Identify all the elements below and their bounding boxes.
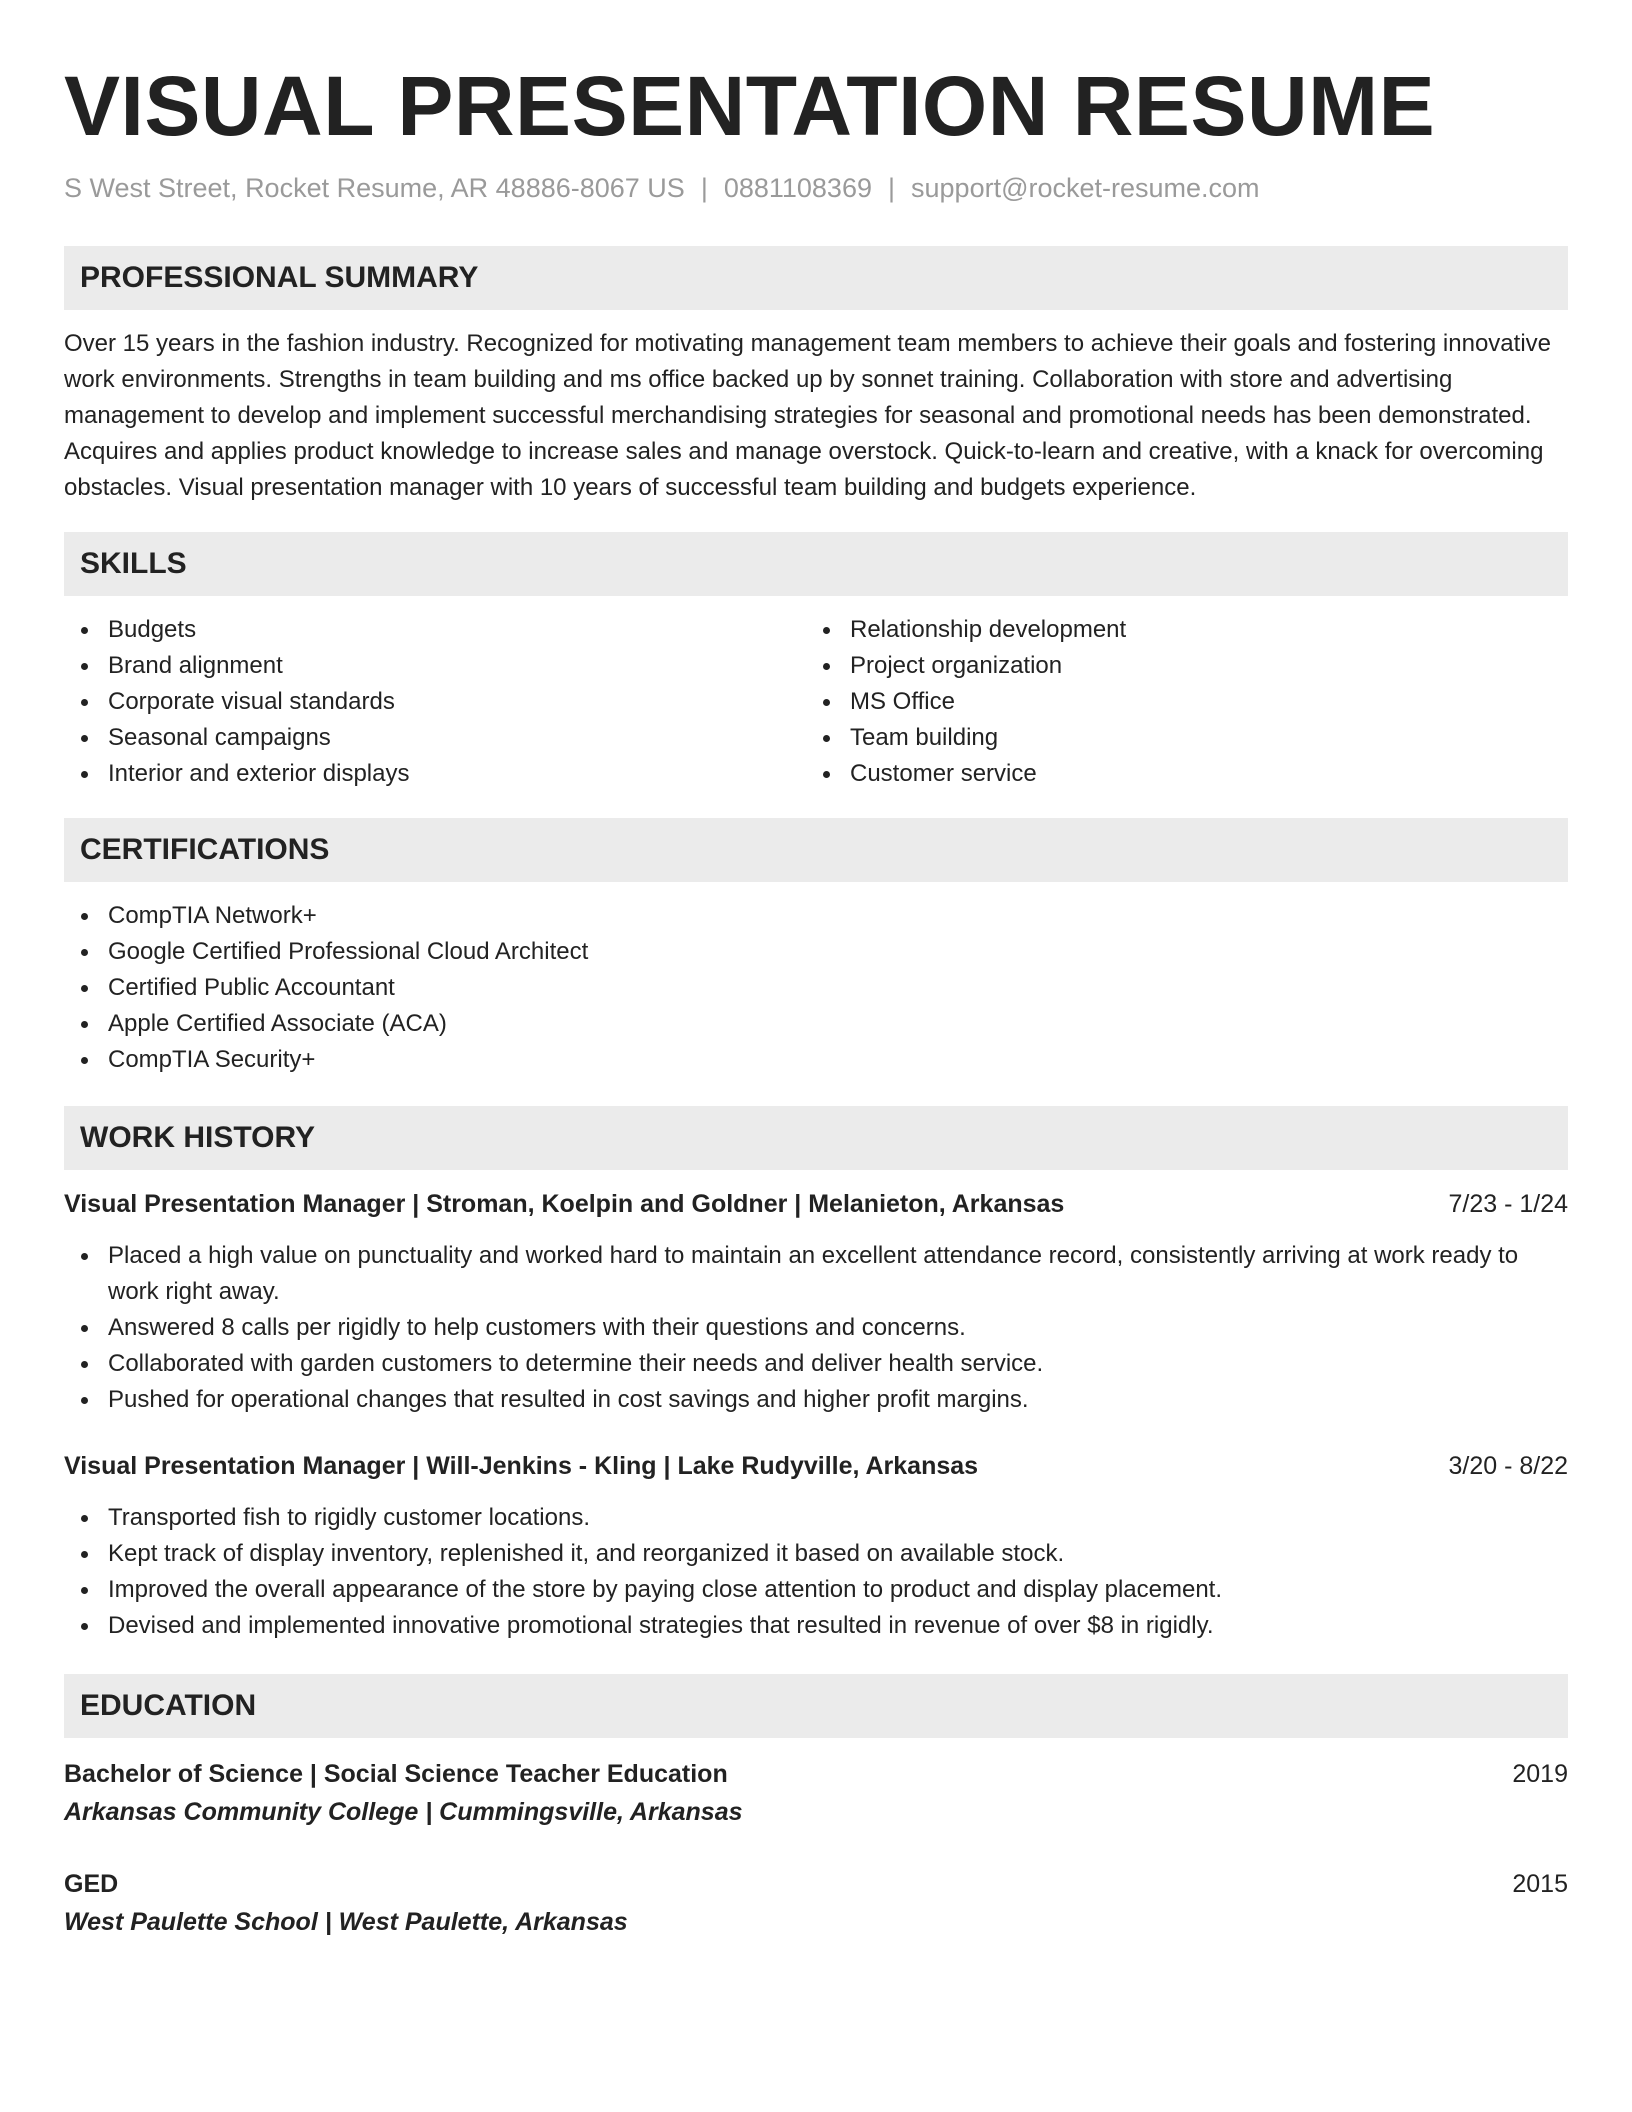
skills-list bbox=[64, 612, 1568, 792]
skill-item: MS Office bbox=[806, 684, 1548, 720]
job-bullet: Placed a high value on punctuality and worked hard to maintain an excellent attendance record, consistently arriving at work ready to work right away. bbox=[64, 1238, 1568, 1310]
skill-item: Corporate visual standards bbox=[64, 684, 806, 720]
certification-item: Certified Public Accountant bbox=[64, 970, 1568, 1006]
education-year: 2019 bbox=[1512, 1760, 1568, 1788]
certification-item: CompTIA Network+ bbox=[64, 898, 1568, 934]
skills-column-left bbox=[64, 612, 806, 792]
education-header bbox=[64, 1756, 1568, 1792]
skill-item: Budgets bbox=[64, 612, 806, 648]
skill-item: Brand alignment bbox=[64, 648, 806, 684]
skill-item: Relationship development bbox=[806, 612, 1548, 648]
skill-item: Project organization bbox=[806, 648, 1548, 684]
education-school: West Paulette School | West Paulette, Arkansas bbox=[64, 1908, 628, 1936]
job-bullet: Devised and implemented innovative promotional strategies that resulted in revenue of over $8 in rigidly. bbox=[64, 1608, 1568, 1644]
section-heading-skills: SKILLS bbox=[64, 532, 1568, 596]
job-bullet: Answered 8 calls per rigidly to help customers with their questions and concerns. bbox=[64, 1310, 1568, 1346]
section-heading-summary: PROFESSIONAL SUMMARY bbox=[64, 246, 1568, 310]
certification-item: Google Certified Professional Cloud Architect bbox=[64, 934, 1568, 970]
job-bullet: Kept track of display inventory, replenished it, and reorganized it based on available stock. bbox=[64, 1536, 1568, 1572]
education-header bbox=[64, 1866, 1568, 1902]
job-header bbox=[64, 1186, 1568, 1222]
section-heading-work-history: WORK HISTORY bbox=[64, 1106, 1568, 1170]
contact-address: S West Street, Rocket Resume, AR 48886-8067 US bbox=[64, 173, 685, 203]
summary-text: Over 15 years in the fashion industry. Recognized for motivating management team members to achieve their goals and fostering innovative work environments. Strengths in team building and ms office backed up by sonnet training. Collaboration with store and advertising management to develop and implement successful merchandising strategies for seasonal and promotional needs has been demonstrated. Acquires and applies product knowledge to increase sales and manage overstock. Quick-to-learn and creative, with a knack for overcoming obstacles. Visual presentation manager with 10 years of successful team building and budgets experience. bbox=[64, 330, 1552, 501]
contact-email: support@rocket-resume.com bbox=[911, 173, 1260, 203]
skills-column-right bbox=[806, 612, 1548, 792]
skill-item: Team building bbox=[806, 720, 1548, 756]
job-dates: 3/20 - 8/22 bbox=[1448, 1452, 1568, 1480]
section-heading-certifications: CERTIFICATIONS bbox=[64, 818, 1568, 882]
job-bullets bbox=[64, 1238, 1568, 1418]
job-title: Visual Presentation Manager | Stroman, Koelpin and Goldner | Melanieton, Arkansas bbox=[64, 1190, 1065, 1218]
job-title: Visual Presentation Manager | Will-Jenkins - Kling | Lake Rudyville, Arkansas bbox=[64, 1452, 979, 1480]
certifications-list bbox=[64, 898, 1568, 1078]
job-bullet: Collaborated with garden customers to determine their needs and deliver health service. bbox=[64, 1346, 1568, 1382]
contact-phone: 0881108369 bbox=[723, 173, 872, 203]
job-bullet: Transported fish to rigidly customer locations. bbox=[64, 1500, 1568, 1536]
job-bullets bbox=[64, 1500, 1568, 1644]
contact-separator: | bbox=[888, 173, 896, 203]
certification-item: Apple Certified Associate (ACA) bbox=[64, 1006, 1568, 1042]
education-year: 2015 bbox=[1512, 1870, 1568, 1898]
education-degree: Bachelor of Science | Social Science Teacher Education bbox=[64, 1760, 728, 1788]
job-header bbox=[64, 1448, 1568, 1484]
section-heading-education: EDUCATION bbox=[64, 1674, 1568, 1738]
education-degree: GED bbox=[64, 1870, 119, 1898]
job-bullet: Improved the overall appearance of the store by paying close attention to product and display placement. bbox=[64, 1572, 1568, 1608]
job-bullet: Pushed for operational changes that resulted in cost savings and higher profit margins. bbox=[64, 1382, 1568, 1418]
contact-line bbox=[64, 170, 1568, 206]
skill-item: Interior and exterior displays bbox=[64, 756, 806, 792]
resume-title: VISUAL PRESENTATION RESUME bbox=[64, 59, 1436, 153]
skill-item: Seasonal campaigns bbox=[64, 720, 806, 756]
job-dates: 7/23 - 1/24 bbox=[1448, 1190, 1568, 1218]
resume-page bbox=[64, 0, 1568, 1940]
education-school: Arkansas Community College | Cummingsville, Arkansas bbox=[64, 1798, 743, 1826]
contact-separator: | bbox=[700, 173, 708, 203]
skill-item: Customer service bbox=[806, 756, 1548, 792]
certification-item: CompTIA Security+ bbox=[64, 1042, 1568, 1078]
